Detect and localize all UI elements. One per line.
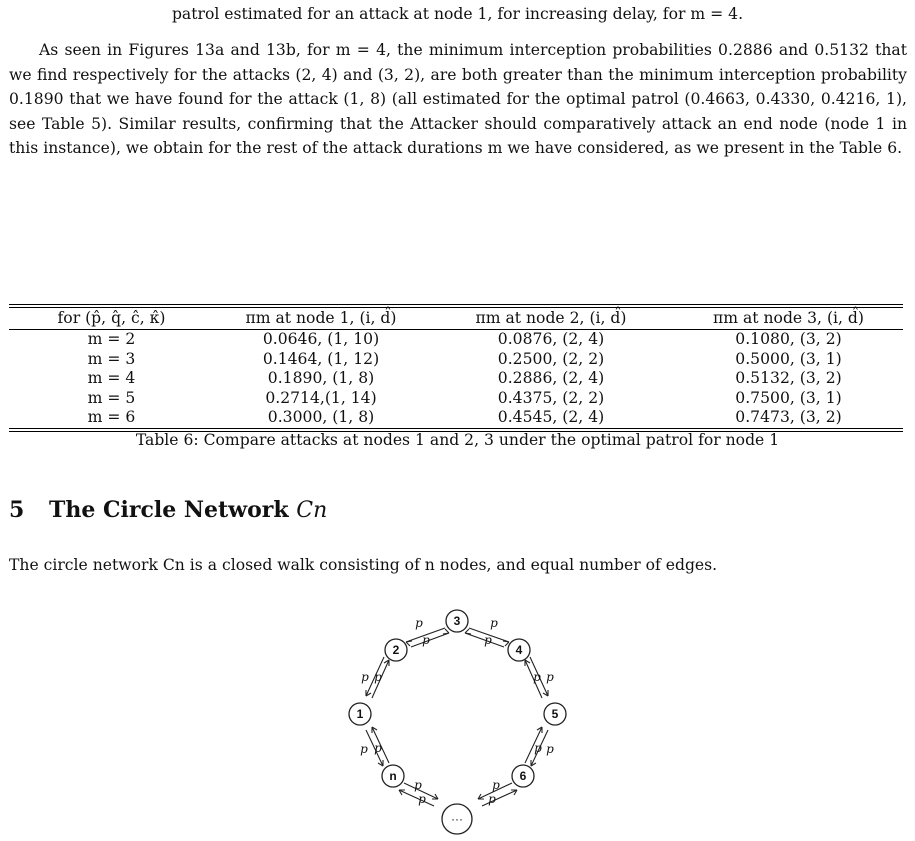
table-row (9, 408, 903, 428)
arrow-head (465, 629, 471, 634)
table-header: for (p̂, q̂, ĉ, κ̂) (57, 309, 166, 327)
node-label: 1 (356, 707, 364, 721)
table-cell: m = 3 (87, 349, 136, 368)
edge-label: p (415, 616, 423, 630)
table-row (9, 369, 903, 389)
figure-caption-tail: patrol estimated for an attack at node 1, for increasing delay, for m = 4. (171, 5, 744, 23)
table-row (9, 350, 903, 370)
table-cell: 0.3000, (1, 8) (267, 408, 375, 426)
table-cell: 0.7473, (3, 2) (735, 408, 842, 426)
table-cell: m = 2 (87, 330, 136, 348)
table-cell: 0.1464, (1, 12) (262, 349, 380, 368)
edge-label: p (490, 616, 498, 630)
edge-label: p (533, 670, 541, 684)
table-cell: m = 4 (87, 369, 136, 387)
table-cell: m = 6 (87, 408, 136, 426)
section-paragraph: The circle network Cn is a closed walk consisting of n nodes, and equal number of edges. (9, 556, 718, 574)
table-cell: 0.4375, (2, 2) (497, 388, 605, 407)
table-header-row (9, 308, 903, 329)
table-cell: 0.0646, (1, 10) (262, 330, 380, 348)
arrow-head (443, 629, 449, 634)
edge-arrow (411, 633, 449, 647)
edge-label: p (360, 742, 368, 756)
edge-label: p (418, 792, 426, 806)
node-label: n (389, 769, 397, 783)
edge-label: p (374, 741, 382, 755)
table-cell: 0.1890, (1, 8) (267, 369, 375, 387)
table-cell: 0.5132, (3, 2) (735, 369, 842, 387)
table-cell: 0.2500, (2, 2) (497, 349, 605, 368)
node-label: ··· (451, 812, 463, 826)
node-label: 4 (515, 643, 523, 657)
edge-label: p (488, 792, 496, 806)
table-cell: m = 5 (87, 388, 136, 407)
table-cell: 0.2714,(1, 14) (265, 388, 377, 407)
body-paragraph: As seen in Figures 13a and 13b, for m = 4, the minimum interception probabilities 0.2886 and 0.5132 that we find respectively for the attacks (2, 4) and (3, 2), are both greater than the minimum interception probability 0.1890 that we have found for the attack (1, 8) (all estimated for the optimal patrol (0.4663, 0.4330, 0.4216, 1), see Table 5). Similar results, confirming that the Attacker should comparatively attack an end node (node 1 in this instance), we obtain for the rest of the attack durations m we have considered, as we present in the Table 6. (9, 41, 907, 157)
arrow-head (503, 641, 509, 646)
table-cell: 0.0876, (2, 4) (497, 330, 605, 348)
edge-label: p (492, 778, 500, 792)
table-cell: 0.5000, (3, 1) (735, 349, 842, 368)
table-caption: Table 6: Compare attacks at nodes 1 and 2, 3 under the optimal patrol for node 1 (135, 431, 780, 449)
section-symbol: Cn (296, 498, 328, 523)
table-cell: 0.2886, (2, 4) (497, 369, 605, 387)
section-title: The Circle Network (49, 497, 289, 523)
edge-label: p (546, 742, 554, 756)
node-label: 5 (551, 707, 559, 721)
edge-label: p (546, 670, 554, 684)
section-heading (9, 497, 327, 524)
table-header: πm at node 2, (i, d̂) (475, 309, 627, 327)
node-label: 2 (392, 643, 400, 657)
table-cell: 0.4545, (2, 4) (497, 408, 605, 426)
edge-label: p (534, 741, 542, 755)
section-number: 5 (9, 497, 25, 523)
circle-network-diagram (336, 600, 586, 837)
table-header: πm at node 1, (i, d̂) (245, 309, 397, 327)
results-table (9, 304, 903, 432)
node-label: 3 (453, 614, 461, 628)
node-label: 6 (519, 769, 527, 783)
table-cell: 0.1080, (3, 2) (735, 330, 842, 348)
table-row (9, 389, 903, 409)
table-header: πm at node 3, (i, d̂) (713, 309, 864, 327)
edge-label: p (484, 633, 492, 647)
node-circles (349, 610, 566, 834)
table-row (9, 330, 903, 350)
arrow-head (406, 641, 412, 646)
circle-network-figure (336, 600, 586, 837)
edge-label: p (361, 670, 369, 684)
edge-label: p (422, 633, 430, 647)
edge-label: p (414, 778, 422, 792)
edge-arrow (399, 790, 434, 806)
edge-label: p (374, 670, 382, 684)
table-cell: 0.7500, (3, 1) (735, 388, 842, 407)
